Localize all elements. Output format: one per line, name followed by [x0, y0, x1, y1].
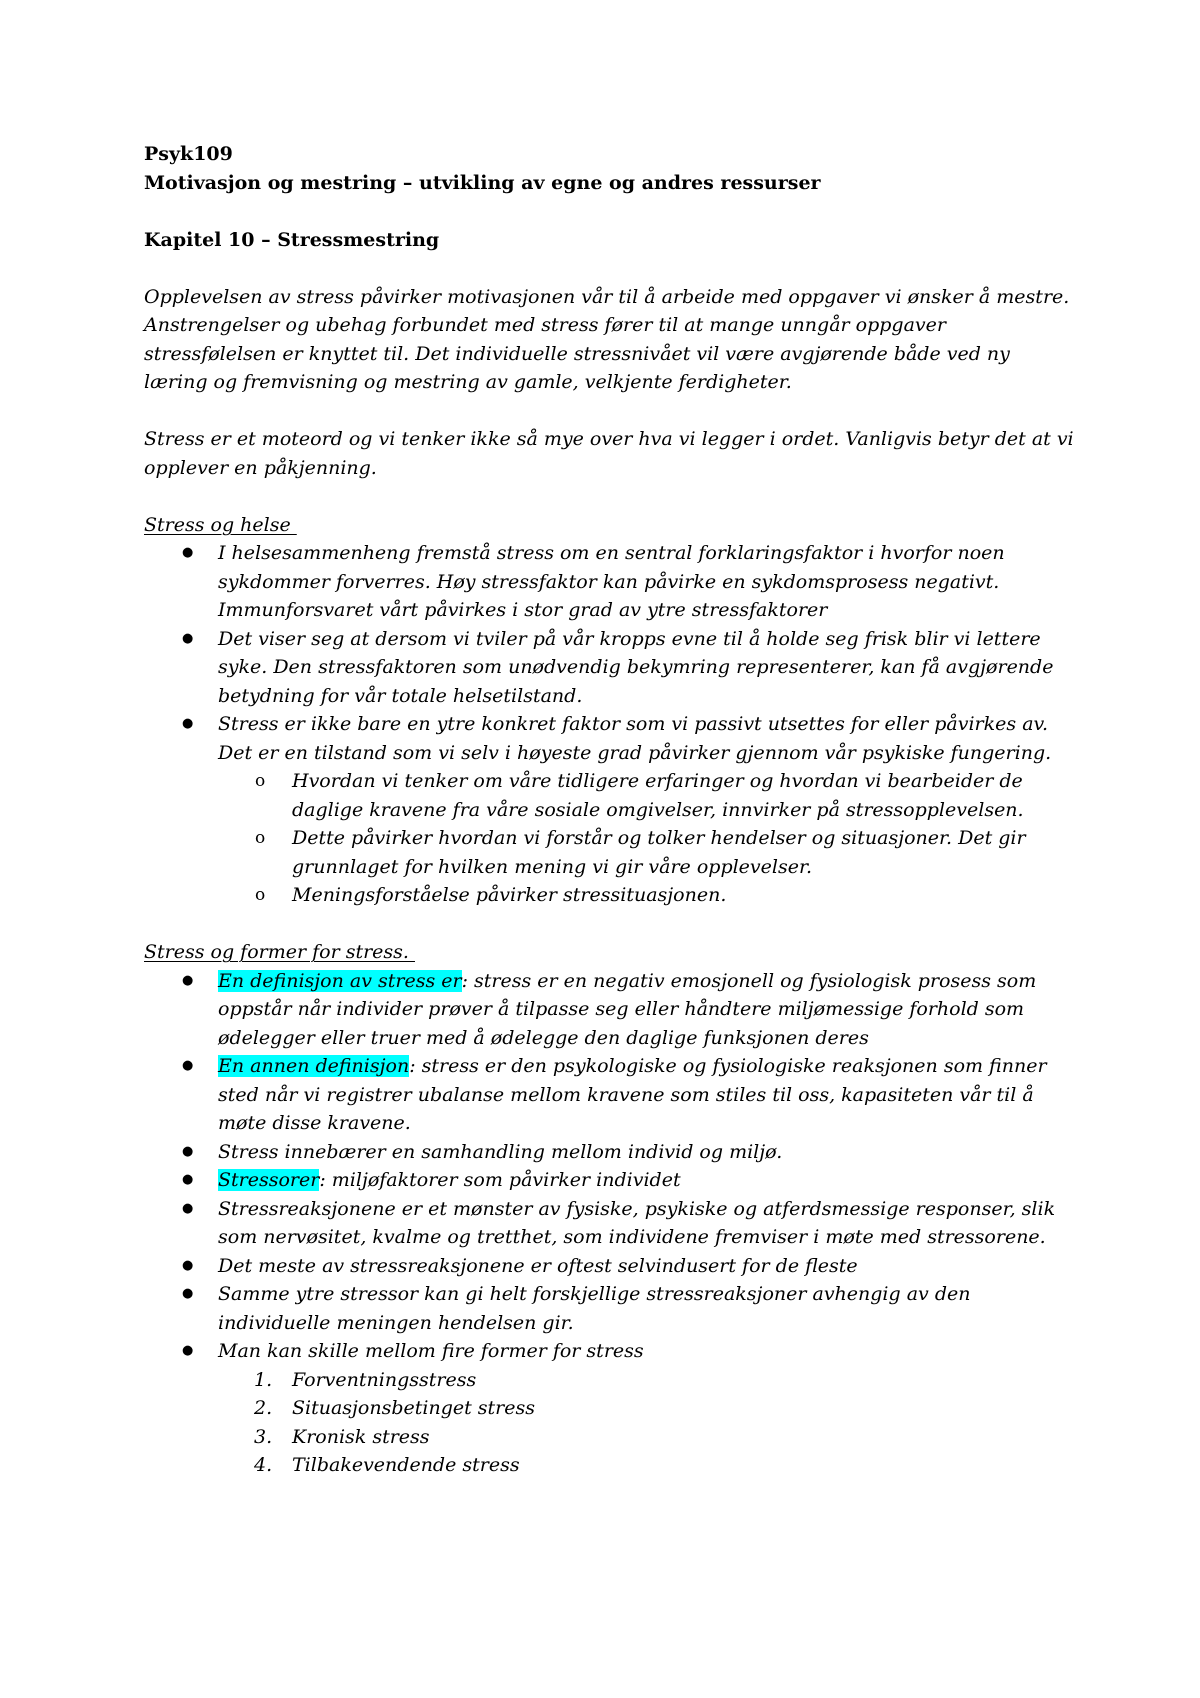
highlighted-term: Stressorer: [218, 1169, 320, 1191]
intro-paragraph-1: Opplevelsen av stress påvirker motivasjonen vår til å arbeide med oppgaver vi ønsker å mestre. Anstrengelser og ubehag forbundet med stress fører til at mange unngår oppgaver stressfølelsen er knyttet til. Det individuelle stressnivået vil være avgjørende både ved ny læring og fremvisning og mestring av gamle, velkjente ferdigheter.: [144, 285, 1070, 393]
document-body: [144, 140, 1074, 1480]
list-item: [144, 1195, 1074, 1252]
sub-list-item-text: Dette påvirker hvordan vi forstår og tolker hendelser og situasjoner. Det gir grunnlaget for hvilken mening vi gir våre opplevelser.: [292, 827, 1026, 878]
section-title-stress-og-helse: Stress og helse: [144, 513, 297, 536]
chapter-title: Kapitel 10 – Stressmestring: [144, 228, 440, 251]
highlighted-term: En definisjon av stress er: [218, 969, 462, 992]
list-item-text: Det viser seg at dersom vi tviler på vår kropps evne til å holde seg frisk blir vi lettere syke. Den stressfaktoren som unødvendig bekymring representerer, kan få avgjørende betydning for vår totale helsetilstand.: [218, 627, 1054, 707]
bullet-icon: ●: [182, 1257, 194, 1273]
list-item-text: I helsesammenheng fremstå stress om en sentral forklaringsfaktor i hvorfor noen sykdommer forverres. Høy stressfaktor kan påvirke en sykdomsprosess negativt. Immunforsvaret vårt påvirkes i stor grad av ytre stressfaktorer: [218, 542, 1005, 621]
list-item-text: Man kan skille mellom fire former for stress: [218, 1340, 644, 1362]
bullet-icon: ●: [182, 545, 194, 560]
circle-bullet-icon: o: [255, 885, 266, 905]
numbered-item: [144, 1423, 1074, 1452]
numbered-item: [144, 1451, 1074, 1480]
sub-list-item: [144, 881, 1074, 910]
numbered-item: [144, 1394, 1074, 1423]
item-number: 4.: [254, 1454, 273, 1476]
numbered-item-text: Kronisk stress: [292, 1425, 430, 1448]
item-number: 3.: [254, 1425, 273, 1448]
numbered-item-text: Situasjonsbetinget stress: [292, 1397, 536, 1419]
list-item-text: : stress er den psykologiske og fysiologiske reaksjonen som finner sted når vi registrer ubalanse mellom kravene som stiles til oss, kapasiteten vår til å møte disse kravene.: [218, 1055, 1047, 1134]
bullet-icon: ●: [182, 1172, 194, 1187]
numbered-item-text: Forventningsstress: [292, 1368, 477, 1391]
section-title-stress-og-former: Stress og former for stress.: [144, 941, 415, 963]
list-item: [144, 710, 1074, 767]
sub-list-item-text: Meningsforståelse påvirker stressituasjonen.: [292, 884, 727, 906]
bullet-icon: ●: [182, 1343, 194, 1358]
bullet-icon: ●: [182, 1143, 194, 1159]
bullet-icon: ●: [182, 630, 194, 646]
list-item-text: : miljøfaktorer som påvirker individet: [319, 1169, 681, 1191]
sub-list-item: [144, 767, 1074, 824]
spacer: [144, 482, 1074, 511]
course-code: Psyk109: [144, 143, 233, 165]
bullet-icon: ●: [182, 1200, 194, 1216]
item-number: 2.: [254, 1397, 273, 1419]
spacer: [144, 254, 1074, 283]
bullet-icon: ●: [182, 1058, 194, 1073]
intro-paragraph-2: Stress er et moteord og vi tenker ikke så mye over hva vi legger i ordet. Vanligvis betyr det at vi opplever en påkjenning.: [144, 428, 1074, 479]
list-item-text: : stress er en negativ emosjonell og fysiologisk prosess som oppstår når individer prøver å tilpasse seg eller håndtere miljømessige forhold som ødelegger eller truer med å ødelegge den daglige funksjonen deres: [218, 969, 1037, 1049]
numbered-item: [144, 1366, 1074, 1395]
list-item: [144, 967, 1074, 1053]
sub-list-item: [144, 824, 1074, 881]
spacer: [144, 197, 1074, 226]
bullet-list-former: [144, 967, 1074, 1366]
highlighted-term: En annen definisjon: [218, 1055, 410, 1077]
course-title: Motivasjon og mestring – utvikling av egne og andres ressurser: [144, 171, 821, 194]
list-item: [144, 1052, 1074, 1138]
sub-list-item-text: Hvordan vi tenker om våre tidligere erfaringer og hvordan vi bearbeider de daglige kravene fra våre sosiale omgivelser, innvirker på stressopplevelsen.: [292, 770, 1024, 821]
stress-forms-list: [144, 1366, 1074, 1480]
item-number: 1.: [254, 1368, 273, 1391]
bullet-icon: ●: [182, 972, 194, 988]
list-item: [144, 1337, 1074, 1366]
bullet-list-helse: [144, 539, 1074, 767]
bullet-icon: ●: [182, 1286, 194, 1301]
spacer: [144, 910, 1074, 939]
list-item-text: Stress innebærer en samhandling mellom individ og miljø.: [218, 1140, 783, 1163]
list-item-text: Samme ytre stressor kan gi helt forskjellige stressreaksjoner avhengig av den individuelle meningen hendelsen gir.: [218, 1283, 971, 1334]
sub-bullet-list: [144, 767, 1074, 910]
list-item: [144, 1280, 1074, 1337]
circle-bullet-icon: o: [255, 771, 266, 791]
list-item: [144, 539, 1074, 625]
numbered-item-text: Tilbakevendende stress: [292, 1454, 520, 1476]
circle-bullet-icon: o: [255, 828, 266, 848]
spacer: [144, 397, 1074, 426]
list-item: [144, 625, 1074, 711]
list-item-text: Stress er ikke bare en ytre konkret faktor som vi passivt utsettes for eller påvirkes av. Det er en tilstand som vi selv i høyeste grad påvirker gjennom vår psykiske fungering.: [218, 713, 1052, 764]
list-item-text: Det meste av stressreaksjonene er oftest selvindusert for de fleste: [218, 1254, 858, 1277]
bullet-icon: ●: [182, 716, 194, 731]
list-item-text: Stressreaksjonene er et mønster av fysiske, psykiske og atferdsmessige responser, slik som nervøsitet, kvalme og tretthet, som individene fremviser i møte med stressorene.: [218, 1197, 1056, 1248]
list-item: [144, 1166, 1074, 1195]
list-item: [144, 1138, 1074, 1167]
list-item: [144, 1252, 1074, 1281]
